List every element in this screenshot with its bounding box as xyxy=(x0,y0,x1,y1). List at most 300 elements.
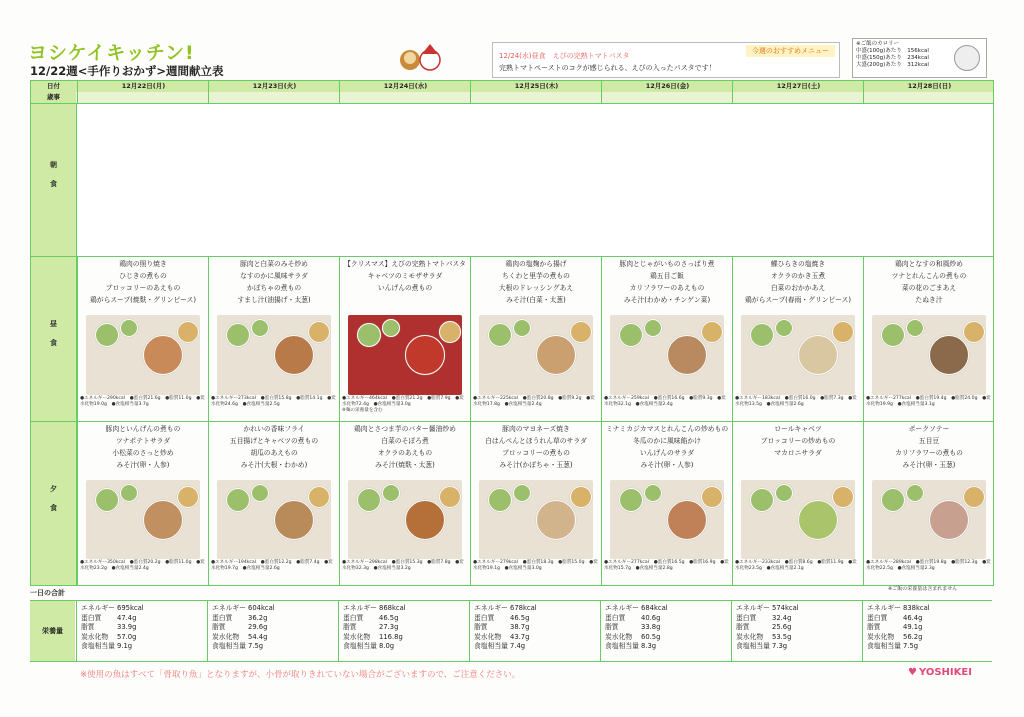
menu-item: みそ汁(卵・人参) xyxy=(116,461,170,469)
soup-dish xyxy=(308,486,330,508)
total-row xyxy=(605,604,727,614)
nutrition-info xyxy=(211,396,337,408)
total-value: 868kcal xyxy=(379,604,406,612)
soup-dish xyxy=(701,486,723,508)
meal-photo xyxy=(348,480,462,559)
total-row xyxy=(474,614,596,624)
total-key: 炭水化物 xyxy=(343,632,371,641)
total-value: 7.5g xyxy=(903,642,919,650)
rice-note: ※ご飯の栄養量は含まれません xyxy=(888,586,958,592)
total-value: 7.5g xyxy=(248,642,264,650)
meal-photo xyxy=(741,315,855,395)
menu-list xyxy=(602,422,732,471)
nutrition-label: 栄養量 xyxy=(30,601,75,661)
total-row xyxy=(212,614,334,624)
meal-photo xyxy=(217,480,331,559)
small-dish xyxy=(906,319,924,337)
total-value: 604kcal xyxy=(248,604,275,612)
menu-item: いんげんの煮もの xyxy=(377,284,433,292)
menu-item: マカロニサラダ xyxy=(774,449,822,457)
total-row xyxy=(867,633,989,643)
lunch-cell xyxy=(77,257,208,421)
menu-item: カリフラワーの煮もの xyxy=(895,449,963,457)
total-value: 25.6g xyxy=(772,623,792,631)
nutrition-line: ●エネルギー350kcal ●蛋白質20.2g ●脂質11.0g ●炭水化物23.2g ●食塩相当量2.4g xyxy=(80,560,205,571)
small-dish xyxy=(120,484,138,502)
total-row xyxy=(474,604,596,614)
daily-total-cell xyxy=(338,601,469,661)
daily-total-cell xyxy=(469,601,600,661)
menu-item: 鶏がらスープ(春雨・グリンピース) xyxy=(745,296,851,304)
side-dish xyxy=(750,488,774,512)
total-row xyxy=(867,614,989,624)
total-value: 57.0g xyxy=(117,632,137,641)
total-value: 38.7g xyxy=(510,623,530,631)
nutrition-line: ●エネルギー233kcal ●蛋白質8.6g ●脂質11.9g ●炭水化物23.5g ●食塩相当量2.1g xyxy=(735,560,857,571)
menu-item: 大根のドレッシングあえ xyxy=(498,284,574,292)
total-key: 脂質 xyxy=(605,623,619,631)
total-value: 46.5g xyxy=(379,613,399,622)
soup-dish xyxy=(701,321,723,343)
small-dish xyxy=(251,319,269,337)
rice-bowl-icon xyxy=(954,45,980,71)
meal-photo xyxy=(741,480,855,559)
total-key: 炭水化物 xyxy=(212,632,240,641)
featured-title: 12/24(水)昼食 えびの完熟トマトパスタ xyxy=(499,52,630,60)
menu-list xyxy=(471,422,601,471)
main-dish xyxy=(798,335,838,375)
soup-dish xyxy=(439,321,461,343)
date-label: 日付 xyxy=(47,82,60,90)
total-key: 蛋白質 xyxy=(212,613,233,622)
total-key: 食塩相当量 xyxy=(81,642,115,650)
menu-item: ブロッコリーの炒めもの xyxy=(760,437,836,445)
total-row xyxy=(212,633,334,643)
total-key: 蛋白質 xyxy=(605,613,626,622)
breakfast-label: 朝食 xyxy=(31,104,77,256)
breakfast-area xyxy=(77,105,993,255)
soup-dish xyxy=(439,486,461,508)
total-row xyxy=(81,614,203,624)
nutrition-line: ●エネルギー289kcal ●蛋白質19.8g ●脂質12.3g ●炭水化物22.5g ●食塩相当量2.3g xyxy=(866,560,991,571)
total-key: 蛋白質 xyxy=(474,613,495,622)
total-value: 33.9g xyxy=(117,623,137,631)
menu-item: ブロッコリーのあえもの xyxy=(105,284,181,292)
menu-item: みそ汁(卵・人参) xyxy=(640,461,694,469)
menu-item: 豚肉と白菜のみそ炒め xyxy=(240,260,308,268)
menu-item: みそ汁(卵・玉葱) xyxy=(902,461,956,469)
total-value: 116.8g xyxy=(379,632,403,641)
small-dish xyxy=(513,319,531,337)
soup-dish xyxy=(832,321,854,343)
total-value: 33.8g xyxy=(641,623,661,631)
nutrition-line: ●エネルギー277kcal ●蛋白質16.5g ●脂質16.9g ●炭水化物15.7g ●食塩相当量2.8g xyxy=(604,560,729,571)
side-dish xyxy=(95,488,119,512)
total-row xyxy=(81,623,203,633)
page-title: 12/22週<手作りおかず>週間献立表 xyxy=(30,64,224,78)
side-dish xyxy=(95,323,119,347)
age-cell xyxy=(732,92,863,104)
meal-photo xyxy=(872,480,986,559)
lunch-cell xyxy=(208,257,339,421)
total-key: 脂質 xyxy=(81,623,95,631)
total-key: 食塩相当量 xyxy=(867,642,901,650)
age-cell xyxy=(863,92,994,104)
total-key: 食塩相当量 xyxy=(212,642,246,650)
total-row xyxy=(474,642,596,652)
menu-item: 胡瓜のあえもの xyxy=(250,449,298,457)
soup-dish xyxy=(832,486,854,508)
total-value: 43.7g xyxy=(510,632,530,641)
total-row xyxy=(343,614,465,624)
day-header: 12月26日(金) xyxy=(601,81,733,92)
menu-item: ツナとれんこんの煮もの xyxy=(891,272,967,280)
menu-list xyxy=(864,257,994,306)
day-header: 12月25日(木) xyxy=(470,81,602,92)
dinner-cell xyxy=(470,422,601,585)
daily-total-cell xyxy=(76,601,207,661)
nutrition-line: ●エネルギー279kcal ●蛋白質18.3g ●脂質15.0g ●炭水化物19.1g ●食塩相当量3.0g xyxy=(473,560,598,571)
total-row xyxy=(736,604,858,614)
menu-item: 鶏がらスープ(焼麩・グリンピース) xyxy=(90,296,196,304)
side-dish xyxy=(619,323,643,347)
total-key: 脂質 xyxy=(736,623,750,631)
menu-item: 鶏肉の照り焼き xyxy=(119,260,167,268)
brand-title: ヨシケイキッチン! xyxy=(28,42,195,64)
total-value: 8.3g xyxy=(641,642,657,650)
menu-item: ロールキャベツ xyxy=(774,425,822,433)
total-key: 蛋白質 xyxy=(343,613,364,622)
daily-total-cell xyxy=(862,601,993,661)
lunch-label: 昼食 xyxy=(31,257,77,421)
menu-item: 鶏五目ご飯 xyxy=(650,272,684,280)
day-header: 12月28日(日) xyxy=(863,81,995,92)
soup-dish xyxy=(963,321,985,343)
total-key: 炭水化物 xyxy=(474,632,502,641)
total-key: 炭水化物 xyxy=(736,632,764,641)
soup-dish xyxy=(570,321,592,343)
fish-bone-notice: ※使用の魚はすべて「骨取り魚」となりますが、小骨が取りきれていない場合がございますので、ご注意ください。 xyxy=(80,670,521,680)
main-dish xyxy=(143,500,183,540)
total-row xyxy=(343,642,465,652)
side-dish xyxy=(881,488,905,512)
total-key: 食塩相当量 xyxy=(736,642,770,650)
dinner-cell xyxy=(601,422,732,585)
menu-item: オクラのかき玉煮 xyxy=(770,272,826,280)
side-dish xyxy=(750,323,774,347)
menu-item: 白はんぺんとほうれん草のサラダ xyxy=(485,437,587,445)
total-row xyxy=(474,623,596,633)
total-row xyxy=(605,642,727,652)
meal-photo xyxy=(86,480,200,559)
nutrition-line: ●エネルギー194kcal ●蛋白質12.2g ●脂質7.4g ●炭水化物19.7g ●食塩相当量2.6g xyxy=(211,560,333,571)
main-dish xyxy=(536,500,576,540)
total-key: エネルギー xyxy=(867,604,901,612)
small-dish xyxy=(251,484,269,502)
total-value: 838kcal xyxy=(903,604,930,612)
total-value: 53.5g xyxy=(772,632,792,641)
nutrition-info xyxy=(604,396,730,408)
meal-photo xyxy=(479,480,593,559)
total-row xyxy=(605,623,727,633)
menu-item: 豚肉とじゃがいものさっぱり煮 xyxy=(619,260,715,268)
menu-item: 鶏肉の塩麹から揚げ xyxy=(505,260,567,268)
nutrition-line: ●エネルギー277kcal ●蛋白質19.4g ●脂質24.0g ●炭水化物19.9g ●食塩相当量3.1g xyxy=(866,396,991,407)
total-value: 60.5g xyxy=(641,632,661,641)
total-row xyxy=(212,623,334,633)
small-dish xyxy=(644,319,662,337)
menu-list xyxy=(340,422,470,471)
total-row xyxy=(343,623,465,633)
total-key: 炭水化物 xyxy=(867,632,895,641)
main-dish xyxy=(405,335,445,375)
menu-item: みそ汁(わかめ・チンゲン菜) xyxy=(623,296,711,304)
nutrition-info xyxy=(473,396,599,408)
main-dish xyxy=(536,335,576,375)
nutrition-info xyxy=(342,396,468,414)
dinner-cell xyxy=(77,422,208,585)
small-dish xyxy=(120,319,138,337)
side-dish xyxy=(226,323,250,347)
nutrition-info xyxy=(604,560,730,572)
menu-list xyxy=(340,257,470,294)
age-cell xyxy=(77,92,208,104)
menu-item: ブロッコリーの煮もの xyxy=(502,449,570,457)
menu-item: みそ汁(大根・わかめ) xyxy=(240,461,308,469)
day-header: 12月22日(月) xyxy=(77,81,209,92)
menu-item: ミナミカジカマスとれんこんの炒めもの xyxy=(605,425,729,433)
total-value: 32.4g xyxy=(772,613,792,622)
total-value: 684kcal xyxy=(641,604,668,612)
total-key: エネルギー xyxy=(212,604,246,612)
soup-dish xyxy=(177,486,199,508)
menu-list xyxy=(733,257,863,306)
menu-table xyxy=(30,80,994,586)
meal-photo xyxy=(217,315,331,395)
menu-item: オクラのあえもの xyxy=(377,449,433,457)
side-dish xyxy=(488,488,512,512)
small-dish xyxy=(513,484,531,502)
total-row xyxy=(605,614,727,624)
total-row xyxy=(867,623,989,633)
nutrition-line: ●エネルギー273kcal ●蛋白質15.8g ●脂質14.1g ●炭水化物24.6g ●食塩相当量2.5g xyxy=(211,396,336,407)
menu-item: みそ汁(焼麩・太葱) xyxy=(375,461,435,469)
menu-list xyxy=(471,257,601,306)
menu-list xyxy=(602,257,732,306)
featured-menu-box xyxy=(492,42,840,78)
total-row xyxy=(81,633,203,643)
lunch-cell xyxy=(339,257,470,421)
small-dish xyxy=(775,484,793,502)
total-value: 47.4g xyxy=(117,613,137,622)
total-key: 食塩相当量 xyxy=(343,642,377,650)
total-key: エネルギー xyxy=(81,604,115,612)
total-value: 27.3g xyxy=(379,623,399,631)
menu-item: かぼちゃの煮もの xyxy=(246,284,302,292)
total-row xyxy=(736,642,858,652)
total-value: 574kcal xyxy=(772,604,799,612)
total-key: 炭水化物 xyxy=(81,632,109,641)
menu-item: 冬瓜のかに風味餡かけ xyxy=(633,437,701,445)
menu-item: 白菜のそぼろ煮 xyxy=(381,437,429,445)
menu-item: 菜の花のごまあえ xyxy=(901,284,957,292)
menu-item: 【クリスマス】えびの完熟トマトパスタ xyxy=(344,260,466,268)
menu-list xyxy=(78,422,208,471)
menu-item: 五目豆 xyxy=(918,437,940,445)
menu-item: すまし汁(油揚げ・太葱) xyxy=(237,296,311,304)
total-value: 46.4g xyxy=(903,613,923,622)
day-header: 12月24日(水) xyxy=(339,81,471,92)
menu-item: かれいの香味フライ xyxy=(243,425,305,433)
daily-total-cell xyxy=(731,601,862,661)
side-dish xyxy=(226,488,250,512)
total-key: 脂質 xyxy=(212,623,226,631)
small-dish xyxy=(382,319,400,337)
meal-photo xyxy=(610,480,724,559)
total-row xyxy=(212,642,334,652)
age-cell xyxy=(208,92,339,104)
total-row xyxy=(605,633,727,643)
total-row xyxy=(343,633,465,643)
total-row xyxy=(212,604,334,614)
day-header: 12月27日(土) xyxy=(732,81,864,92)
total-key: 蛋白質 xyxy=(867,613,888,622)
total-key: 食塩相当量 xyxy=(474,642,508,650)
nutrition-line: ●エネルギー290kcal ●蛋白質21.6g ●脂質11.0g ●炭水化物19.0g ●食塩相当量3.7g xyxy=(80,396,205,407)
menu-item: 豚肉といんげんの煮もの xyxy=(105,425,181,433)
menu-list xyxy=(78,257,208,306)
total-key: 炭水化物 xyxy=(605,632,633,641)
lunch-cell xyxy=(470,257,601,421)
menu-item: 豚肉のマヨネーズ焼き xyxy=(502,425,570,433)
rice-calorie-box xyxy=(852,38,987,78)
dinner-cell xyxy=(863,422,994,585)
yoshikei-logo xyxy=(908,667,972,678)
daily-total-cell xyxy=(207,601,338,661)
heart-icon: ♥ xyxy=(908,667,917,678)
nutrition-info xyxy=(342,560,468,572)
meal-photo xyxy=(86,315,200,395)
total-key: 脂質 xyxy=(343,623,357,631)
nutrition-line: ●エネルギー259kcal ●蛋白質16.6g ●脂質9.3g ●炭水化物32.1g ●食塩相当量2.4g xyxy=(604,396,726,407)
main-dish xyxy=(274,335,314,375)
total-value: 56.2g xyxy=(903,632,923,641)
total-key: 脂質 xyxy=(474,623,488,631)
total-value: 29.6g xyxy=(248,623,268,631)
featured-tag: 今週のおすすめメニュー xyxy=(746,45,835,57)
side-dish xyxy=(881,323,905,347)
soup-dish xyxy=(963,486,985,508)
menu-item: カリフラワーのあえもの xyxy=(629,284,705,292)
menu-item: 小松菜のさっと炒め xyxy=(112,449,174,457)
total-key: エネルギー xyxy=(736,604,770,612)
menu-list xyxy=(733,422,863,459)
rice-title: ※ご飯のカロリー xyxy=(856,41,900,47)
menu-list xyxy=(209,257,339,306)
main-dish xyxy=(274,500,314,540)
menu-item: 五目揚げとキャベツの煮もの xyxy=(229,437,319,445)
dinner-cell xyxy=(732,422,863,585)
total-value: 36.2g xyxy=(248,613,268,622)
main-dish xyxy=(667,500,707,540)
menu-item: ポークソテー xyxy=(908,425,950,433)
total-row xyxy=(736,633,858,643)
soup-dish xyxy=(570,486,592,508)
lunch-cell xyxy=(732,257,863,421)
dinner-cell xyxy=(208,422,339,585)
christmas-deco-icon xyxy=(396,40,444,76)
total-key: 蛋白質 xyxy=(736,613,757,622)
nutrition-line: ●エネルギー225kcal ●蛋白質20.8g ●脂質9.2g ●炭水化物17.8g ●食塩相当量2.4g xyxy=(473,396,595,407)
menu-item: たぬき汁 xyxy=(915,296,943,304)
menu-item: みそ汁(白菜・太葱) xyxy=(506,296,566,304)
rice-line: 中盛(100g)あたり 156kcal xyxy=(856,48,929,54)
total-key: 食塩相当量 xyxy=(605,642,639,650)
main-dish xyxy=(405,500,445,540)
total-value: 7.3g xyxy=(772,642,788,650)
menu-item: ちくわと里芋の煮もの xyxy=(502,272,570,280)
total-key: 蛋白質 xyxy=(81,613,102,622)
age-label: 歳事 xyxy=(31,92,76,103)
menu-list xyxy=(864,422,994,471)
nutrition-info xyxy=(211,560,337,572)
total-row xyxy=(81,604,203,614)
nutrition-info xyxy=(80,560,206,572)
nutrition-info xyxy=(80,396,206,408)
side-dish xyxy=(357,488,381,512)
menu-item: なすのかに風味サラダ xyxy=(240,272,308,280)
soup-dish xyxy=(308,321,330,343)
nutrition-info xyxy=(866,560,992,572)
side-dish xyxy=(488,323,512,347)
menu-list xyxy=(209,422,339,471)
total-row xyxy=(474,633,596,643)
soup-dish xyxy=(177,321,199,343)
menu-item: みそ汁(かぼちゃ・玉葱) xyxy=(499,461,573,469)
totals-title: 一日の合計 xyxy=(30,589,65,597)
menu-item: 白菜のおかかあえ xyxy=(770,284,826,292)
menu-item: ひじきの煮もの xyxy=(119,272,167,280)
small-dish xyxy=(644,484,662,502)
total-value: 7.4g xyxy=(510,642,526,650)
nutrition-line: ※麺の栄養量を含む xyxy=(342,408,383,413)
menu-item: いんげんのサラダ xyxy=(639,449,695,457)
lunch-cell xyxy=(863,257,994,421)
total-key: エネルギー xyxy=(343,604,377,612)
side-dish xyxy=(619,488,643,512)
total-row xyxy=(343,604,465,614)
day-header: 12月23日(火) xyxy=(208,81,340,92)
total-row xyxy=(867,642,989,652)
dinner-label: 夕食 xyxy=(31,422,77,585)
lunch-cell xyxy=(601,257,732,421)
nutrition-info xyxy=(866,396,992,408)
meal-photo xyxy=(348,315,462,395)
featured-desc: 完熟トマトペーストのコクが感じられる、えびの入ったパスタです！ xyxy=(499,64,716,72)
total-value: 54.4g xyxy=(248,632,268,641)
totals-box xyxy=(30,600,992,662)
total-row xyxy=(736,614,858,624)
small-dish xyxy=(775,319,793,337)
nutrition-line: ●エネルギー464kcal ●蛋白質21.2g ●脂質7.9g ●炭水化物72.4g ●食塩相当量3.0g xyxy=(342,396,464,407)
rice-line: 大盛(200g)あたり 312kcal xyxy=(856,62,929,68)
main-dish xyxy=(667,335,707,375)
total-row xyxy=(736,623,858,633)
daily-total-cell xyxy=(600,601,731,661)
main-dish xyxy=(798,500,838,540)
total-value: 40.6g xyxy=(641,613,661,622)
dinner-cell xyxy=(339,422,470,585)
